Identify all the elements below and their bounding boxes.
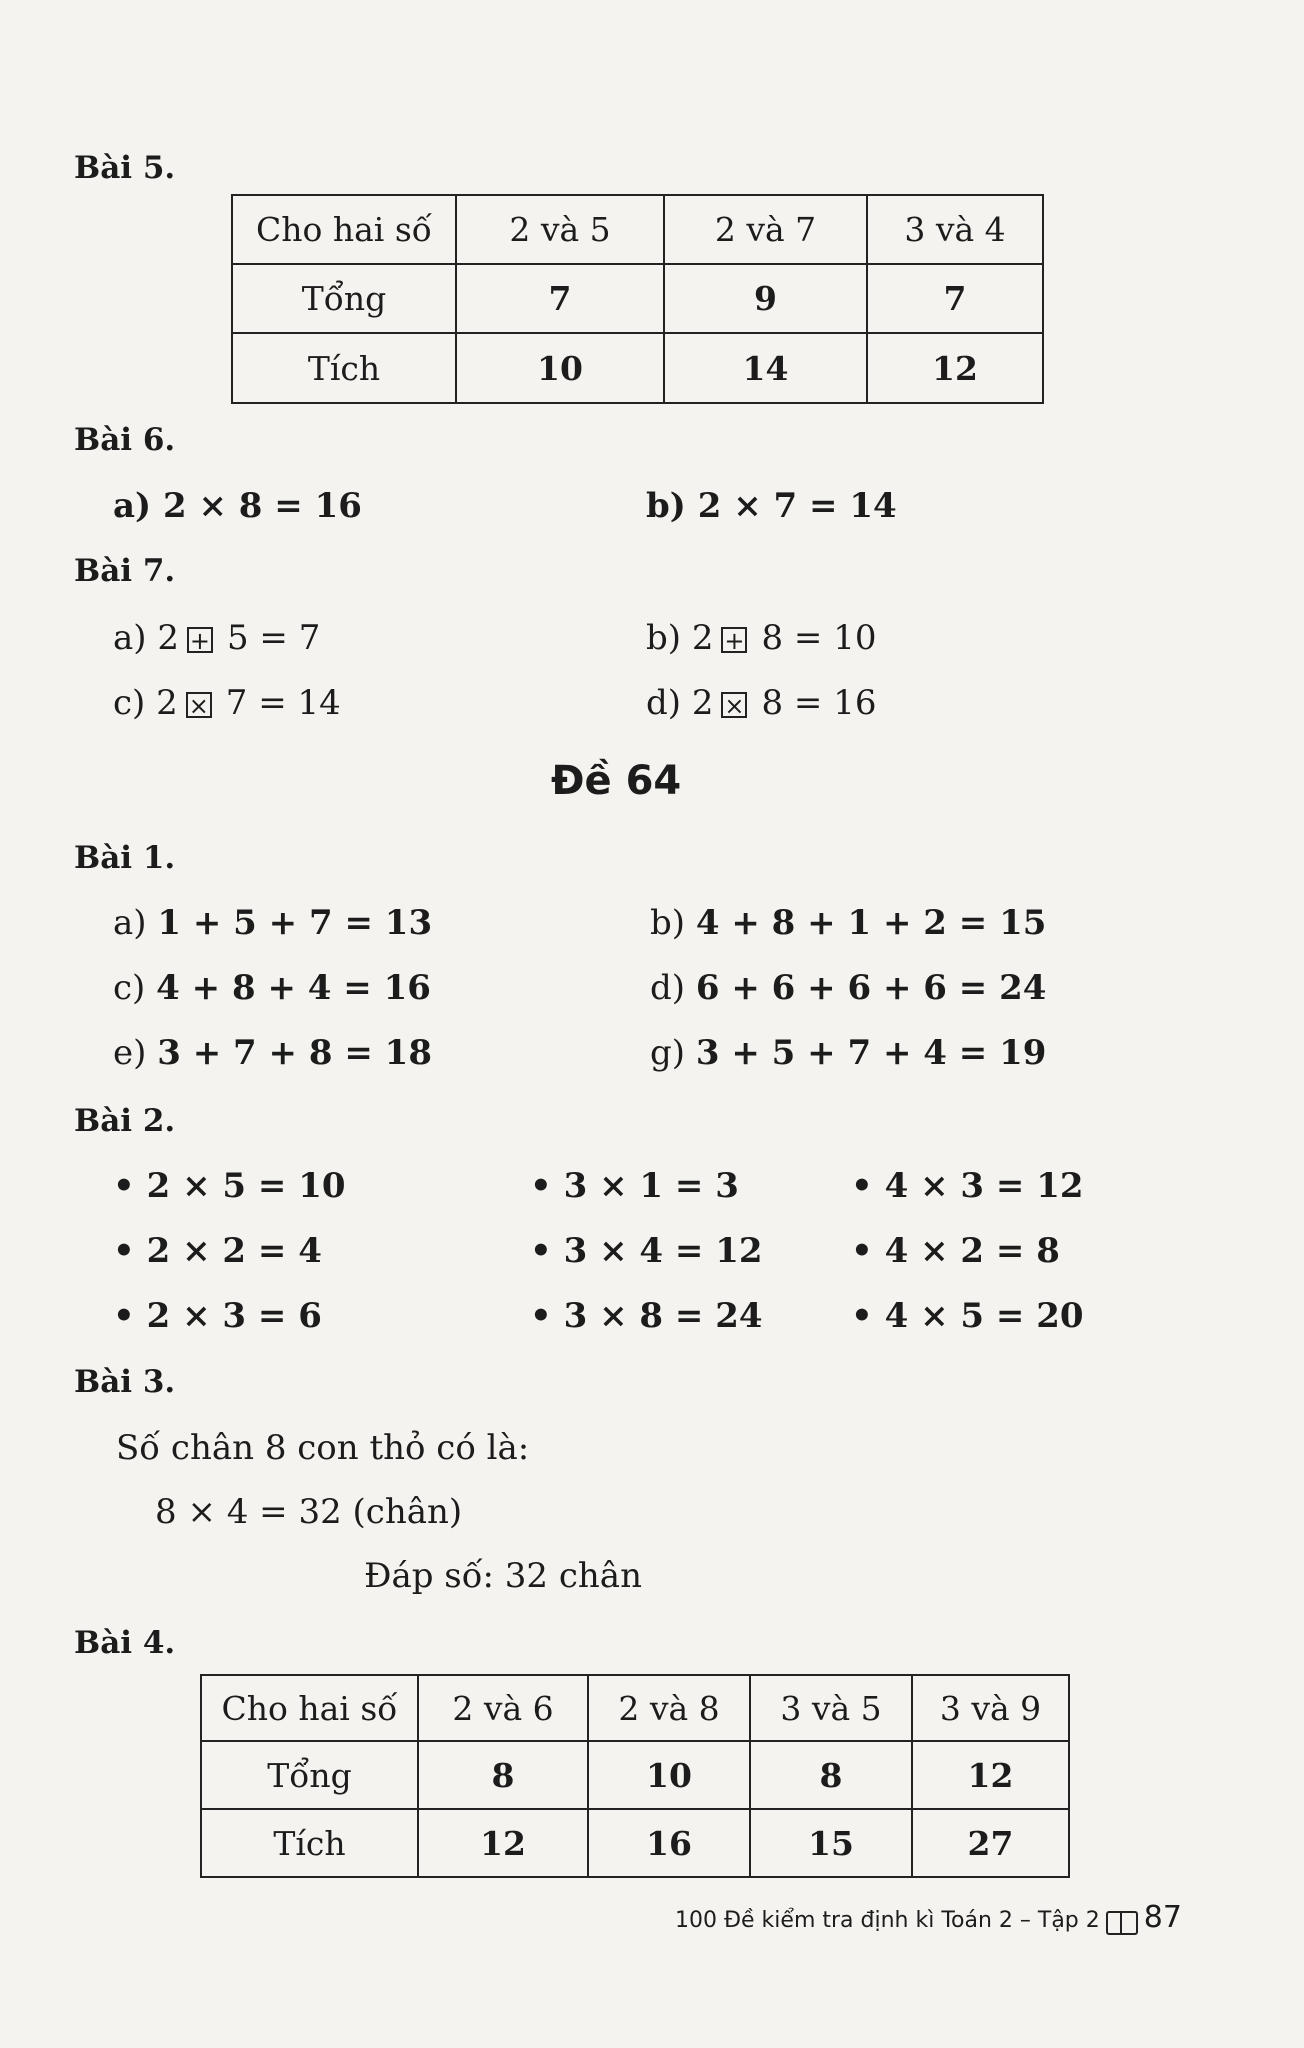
times-box-icon: × — [186, 692, 212, 718]
table-cell: 27 — [912, 1809, 1069, 1877]
section-heading: Đề 64 — [551, 758, 682, 804]
bai5-title: Bài 5. — [74, 150, 176, 186]
bai7-item-suffix: 7 = 14 — [225, 683, 341, 723]
item-expr: 3 + 5 + 7 + 4 = 19 — [695, 1033, 1047, 1073]
table-header-cell: Cho hai số — [232, 195, 456, 264]
table-header-cell: Cho hai số — [201, 1675, 418, 1741]
bai4-table — [200, 1674, 1070, 1878]
table-cell: 10 — [456, 333, 664, 403]
footer-book-title: 100 Đề kiểm tra định kì Toán 2 – Tập 2 — [675, 1908, 1100, 1933]
item-expr: 4 + 8 + 4 = 16 — [156, 968, 431, 1008]
table-row-label: Tích — [201, 1809, 418, 1877]
bai6-item-b: b) 2 × 7 = 14 — [646, 486, 897, 526]
bai2-title: Bài 2. — [74, 1103, 176, 1139]
bai7-item-suffix: 8 = 10 — [761, 618, 877, 658]
bai4-title: Bài 4. — [74, 1625, 176, 1661]
item-label: d) — [650, 968, 696, 1008]
plus-box-icon: + — [721, 627, 747, 653]
bai2-item: • 3 × 4 = 12 — [530, 1231, 763, 1271]
bai6-item-a: a) 2 × 8 = 16 — [113, 486, 362, 526]
bai7-item-b — [646, 618, 876, 658]
item-label: c) — [113, 968, 157, 1008]
bai7-item-prefix: a) 2 — [113, 618, 179, 658]
bai2-item: • 2 × 3 = 6 — [113, 1296, 322, 1336]
item-label: b) — [650, 903, 696, 943]
bai1-item-g — [650, 1033, 1046, 1073]
table-header-cell: 3 và 9 — [912, 1675, 1069, 1741]
table-header-cell: 2 và 5 — [456, 195, 664, 264]
bai1-item-c — [113, 968, 431, 1008]
item-expr: 4 + 8 + 1 + 2 = 15 — [695, 903, 1047, 943]
bai1-item-d — [650, 968, 1046, 1008]
bai2-item: • 2 × 5 = 10 — [113, 1166, 346, 1206]
table-row-label: Tổng — [201, 1741, 418, 1809]
times-box-icon: × — [721, 692, 747, 718]
table-header-cell: 2 và 6 — [418, 1675, 588, 1741]
table-header-cell: 3 và 5 — [750, 1675, 912, 1741]
table-cell: 12 — [418, 1809, 588, 1877]
table-cell: 9 — [664, 264, 867, 333]
bai7-item-d — [646, 683, 876, 723]
bai1-item-a — [113, 903, 432, 943]
bai6-title: Bài 6. — [74, 422, 176, 458]
plus-box-icon: + — [187, 627, 213, 653]
page-footer — [675, 1900, 1182, 1935]
bai3-title: Bài 3. — [74, 1364, 176, 1400]
table-cell: 10 — [588, 1741, 750, 1809]
book-icon — [1106, 1911, 1138, 1935]
table-cell: 15 — [750, 1809, 912, 1877]
table-cell: 7 — [867, 264, 1043, 333]
bai2-item: • 2 × 2 = 4 — [113, 1231, 322, 1271]
table-cell: 12 — [867, 333, 1043, 403]
bai2-item: • 3 × 8 = 24 — [530, 1296, 763, 1336]
bai1-title: Bài 1. — [74, 840, 176, 876]
table-header-cell: 2 và 8 — [588, 1675, 750, 1741]
item-label: e) — [113, 1033, 158, 1073]
table-cell: 8 — [750, 1741, 912, 1809]
bai3-statement: Số chân 8 con thỏ có là: — [116, 1428, 530, 1468]
table-cell: 8 — [418, 1741, 588, 1809]
bai3-answer: Đáp số: 32 chân — [364, 1556, 642, 1596]
table-cell: 16 — [588, 1809, 750, 1877]
table-row-label: Tích — [232, 333, 456, 403]
table-cell: 12 — [912, 1741, 1069, 1809]
item-expr: 6 + 6 + 6 + 6 = 24 — [695, 968, 1047, 1008]
bai2-item: • 4 × 5 = 20 — [851, 1296, 1084, 1336]
table-row-label: Tổng — [232, 264, 456, 333]
bai2-item: • 3 × 1 = 3 — [530, 1166, 739, 1206]
bai7-item-prefix: c) 2 — [113, 683, 178, 723]
bai3-calculation: 8 × 4 = 32 (chân) — [155, 1492, 463, 1532]
bai2-item: • 4 × 2 = 8 — [851, 1231, 1060, 1271]
bai7-item-suffix: 5 = 7 — [226, 618, 321, 658]
table-header-cell: 2 và 7 — [664, 195, 867, 264]
bai5-table — [231, 194, 1044, 404]
bai7-title: Bài 7. — [74, 553, 176, 589]
bai2-item: • 4 × 3 = 12 — [851, 1166, 1084, 1206]
bai7-item-prefix: d) 2 — [646, 683, 714, 723]
table-cell: 14 — [664, 333, 867, 403]
item-label: g) — [650, 1033, 696, 1073]
bai7-item-prefix: b) 2 — [646, 618, 714, 658]
item-expr: 1 + 5 + 7 = 13 — [157, 903, 433, 943]
bai7-item-c — [113, 683, 341, 723]
bai7-item-suffix: 8 = 16 — [761, 683, 877, 723]
table-cell: 7 — [456, 264, 664, 333]
bai7-item-a — [113, 618, 320, 658]
item-expr: 3 + 7 + 8 = 18 — [157, 1033, 432, 1073]
bai1-item-e — [113, 1033, 432, 1073]
bai1-item-b — [650, 903, 1046, 943]
table-header-cell: 3 và 4 — [867, 195, 1043, 264]
page-number: 87 — [1143, 1900, 1182, 1935]
item-label: a) — [113, 903, 158, 943]
